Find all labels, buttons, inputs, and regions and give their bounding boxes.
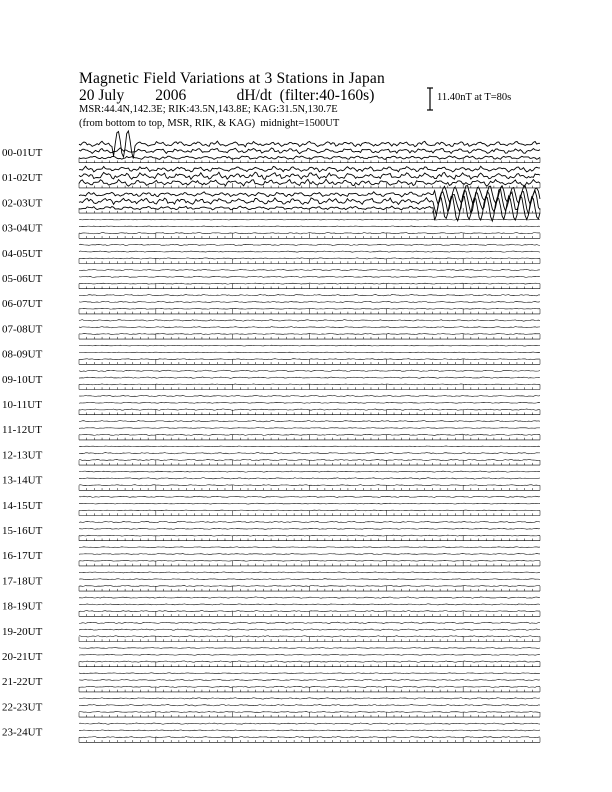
minute-ticks [79,309,540,314]
midnight-note: midnight=1500UT [260,118,340,129]
minute-ticks [79,435,540,440]
trace-kag [79,219,540,220]
minute-ticks [79,611,540,616]
trace-rik [79,352,540,353]
hour-row [2,475,540,491]
hour-label: 10-11UT [2,399,42,411]
hour-label: 23-24UT [2,726,43,739]
hour-label: 15-16UT [2,525,43,537]
trace-rik [79,148,540,154]
trace-msr [79,586,540,587]
year-label: 2006 [155,87,187,104]
minute-ticks [79,586,540,591]
quantity-label: dH/dt [236,87,272,104]
hour-label: 16-17UT [2,550,43,563]
hour-row [2,500,540,516]
trace-kag [79,294,540,295]
hour-row [2,273,540,289]
scale-label: 11.40nT at T=80s [437,92,512,103]
trace-kag [79,244,540,245]
trace-rik [79,629,540,631]
trace-rik [79,301,540,302]
trace-kag [79,572,540,573]
trace-rik [79,704,540,705]
trace-kag [79,471,540,472]
minute-ticks [79,561,540,566]
hour-row [2,626,540,642]
hour-label: 03-04UT [2,222,43,235]
hour-row [2,449,540,465]
station-coordinates: MSR:44.4N,142.3E; RIK:43.5N,143.8E; KAG:31.5N,130.7E [79,104,338,115]
hour-row [2,223,540,239]
hour-label: 17-18UT [2,575,43,588]
hour-row [2,575,540,591]
hour-label: 12-13UT [2,449,43,462]
trace-kag [79,166,540,172]
scale-bar [427,88,433,110]
trace-rik [79,579,540,580]
minute-ticks [79,410,540,415]
trace-rik [79,172,540,179]
trace-kag [79,269,540,270]
trace-kag [79,597,540,598]
trace-kag [79,395,540,396]
trace-msr [79,258,540,259]
chart-title: Magnetic Field Variations at 3 Stations in Japan [79,70,385,87]
hour-label: 08-09UT [2,348,43,361]
trace-kag [79,521,540,523]
trace-msr [79,485,540,486]
hour-row [2,550,540,566]
minute-ticks [79,637,540,642]
trace-msr [79,459,540,460]
trace-kag [79,131,540,159]
trace-rik [79,478,540,479]
filter-label: (filter:40-160s) [279,87,375,104]
trace-kag [79,370,540,371]
trace-kag [79,622,540,623]
minute-ticks [79,536,540,541]
trace-rik [79,226,540,227]
hour-label: 13-14UT [2,474,43,487]
minute-ticks [79,359,540,364]
hour-label: 05-06UT [2,273,43,285]
hour-row [2,525,540,541]
hour-label: 07-08UT [2,323,43,336]
minute-ticks [79,259,540,264]
trace-msr [79,737,540,738]
minute-ticks [79,737,540,742]
hour-row [2,374,540,390]
minute-ticks [79,385,540,390]
trace-msr [79,535,540,536]
hour-label: 21-22UT [2,676,43,689]
trace-rik [79,327,540,328]
trace-kag [79,547,540,548]
hour-row [2,399,540,415]
trace-rik [79,654,540,655]
hour-label: 19-20UT [2,625,43,638]
hour-label: 18-19UT [2,600,43,613]
trace-kag [79,345,540,346]
hour-label: 02-03UT [2,197,43,210]
trace-kag [79,446,540,447]
minute-ticks [79,662,540,667]
hour-label: 20-21UT [2,651,43,663]
hour-label: 04-05UT [2,247,43,260]
hour-row [2,727,540,743]
minute-ticks [79,485,540,490]
minute-ticks [79,460,540,465]
trace-rik [79,604,540,605]
trace-rik [79,679,540,680]
hour-label: 01-02UT [2,172,43,185]
station-order-note: (from bottom to top, MSR, RIK, & KAG) [79,118,256,129]
trace-rik [79,377,540,378]
hour-row [2,323,540,339]
trace-msr [79,510,540,511]
trace-kag [79,673,540,674]
trace-msr [79,409,540,410]
hour-row [2,676,540,692]
hour-row [2,601,540,617]
trace-kag [79,320,540,322]
trace-rik [79,402,540,403]
hour-label: 11-12UT [2,424,42,437]
hour-row [2,424,540,440]
trace-rik [79,528,540,529]
trace-rik [79,730,540,731]
hour-row [2,298,540,314]
trace-msr [79,686,540,687]
minute-ticks [79,334,540,339]
trace-rik [79,554,540,555]
minute-ticks [79,284,540,289]
hour-row [2,248,540,264]
hour-row [2,651,540,667]
minute-ticks [79,687,540,692]
trace-rik [79,251,540,252]
hour-row [2,701,540,717]
trace-rik [79,453,540,454]
trace-rik [79,276,540,277]
trace-kag [79,698,540,699]
hour-label: 09-10UT [2,373,43,386]
minute-ticks [79,712,540,717]
hour-label: 06-07UT [2,298,43,311]
trace-rik [79,503,540,504]
trace-kag [79,723,540,724]
minute-ticks [79,511,540,516]
hour-label: 22-23UT [2,701,43,714]
trace-msr [79,712,540,713]
trace-kag [79,496,540,497]
hour-row [2,349,540,365]
trace-kag [79,648,540,649]
hour-label: 00-01UT [2,147,43,159]
date-label: 20 July [79,87,125,104]
trace-kag [79,421,540,422]
hour-label: 14-15UT [2,499,43,512]
trace-rik [79,428,540,429]
